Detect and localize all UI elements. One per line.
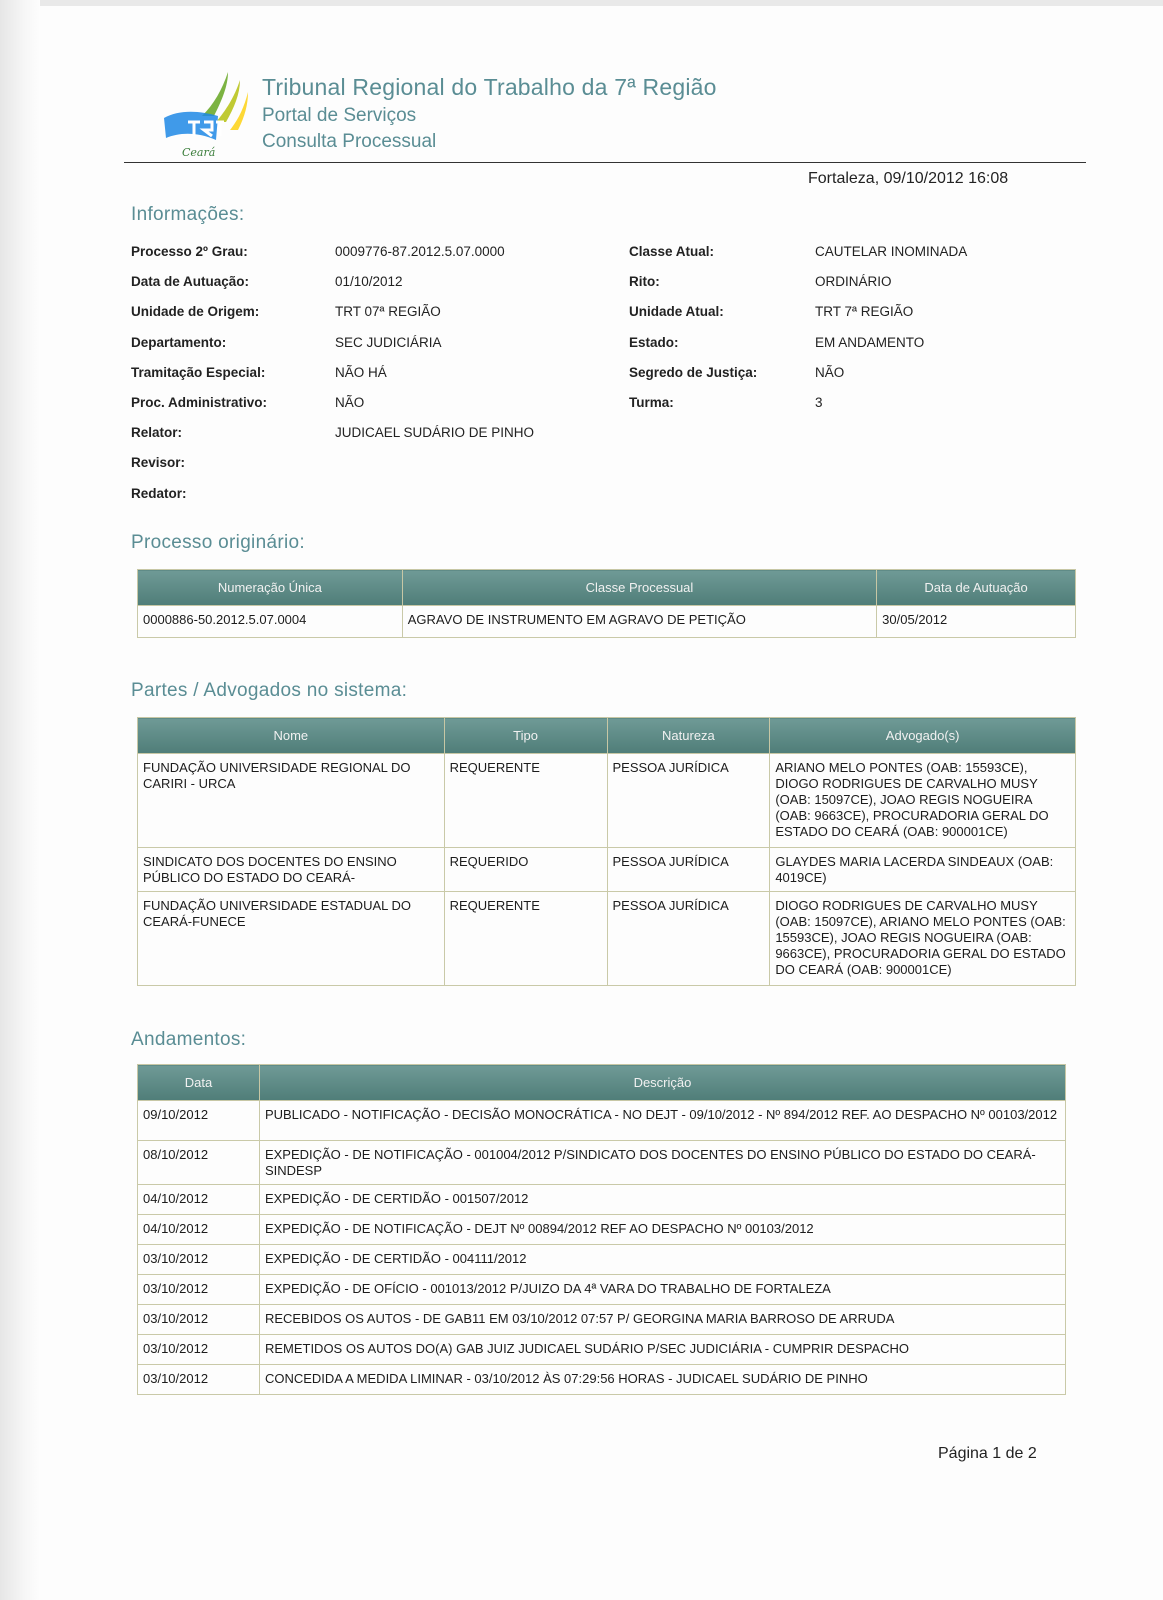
info-value: 01/10/2012	[335, 274, 403, 290]
info-label: Estado:	[629, 334, 679, 350]
table-row	[138, 1101, 1066, 1141]
table-cell: EXPEDIÇÃO - DE OFÍCIO - 001013/2012 P/JUIZO DA 4ª VARA DO TRABALHO DE FORTALEZA	[259, 1275, 1065, 1305]
table-cell: PUBLICADO - NOTIFICAÇÃO - DECISÃO MONOCRÁTICA - NO DEJT - 09/10/2012 - Nº 894/2012 REF. AO DESPACHO Nº 00103/2012	[259, 1101, 1065, 1141]
column-header: Data de Autuação	[877, 570, 1076, 606]
table-cell: PESSOA JURÍDICA	[607, 754, 770, 848]
info-value: 3	[815, 394, 823, 410]
table-cell: EXPEDIÇÃO - DE NOTIFICAÇÃO - 001004/2012 P/SINDICATO DOS DOCENTES DO ENSINO PÚBLICO DO ESTADO DO CEARÁ-SINDESP	[259, 1141, 1065, 1185]
table-cell: 08/10/2012	[138, 1141, 260, 1185]
print-datetime: Fortaleza, 09/10/2012 16:08	[808, 170, 1009, 187]
info-row	[131, 453, 1031, 483]
info-label: Departamento:	[131, 334, 227, 350]
originario-table	[137, 569, 1076, 638]
table-cell: AGRAVO DE INSTRUMENTO EM AGRAVO DE PETIÇÃO	[402, 606, 876, 638]
table-cell: DIOGO RODRIGUES DE CARVALHO MUSY (OAB: 15097CE), ARIANO MELO PONTES (OAB: 15593CE), JOAO REGIS NOGUEIRA (OAB: 9663CE), PROCURADORIA GERAL DO ESTADO DO CEARÁ (OAB: 900001CE)	[770, 892, 1076, 986]
table-row	[138, 1141, 1066, 1185]
scan-edge-left	[0, 0, 40, 1600]
page-header	[124, 66, 1086, 166]
table-row	[138, 606, 1076, 638]
info-value: TRT 07ª REGIÃO	[335, 304, 441, 320]
info-row	[131, 242, 1031, 272]
table-cell: RECEBIDOS OS AUTOS - DE GAB11 EM 03/10/2012 07:57 P/ GEORGINA MARIA BARROSO DE ARRUDA	[259, 1305, 1065, 1335]
table-row	[138, 1305, 1066, 1335]
column-header: Advogado(s)	[770, 718, 1076, 754]
info-label: Tramitação Especial:	[131, 364, 266, 380]
page-subtitle-portal: Portal de Serviços	[262, 105, 417, 126]
section-title-andamentos: Andamentos:	[131, 1029, 247, 1050]
table-row	[138, 1185, 1066, 1215]
table-cell: PESSOA JURÍDICA	[607, 892, 770, 986]
info-label: Redator:	[131, 485, 187, 501]
info-value: EM ANDAMENTO	[815, 334, 925, 350]
column-header: Classe Processual	[402, 570, 876, 606]
table-cell: EXPEDIÇÃO - DE CERTIDÃO - 001507/2012	[259, 1185, 1065, 1215]
table-cell: CONCEDIDA A MEDIDA LIMINAR - 03/10/2012 ÀS 07:29:56 HORAS - JUDICAEL SUDÁRIO DE PINHO	[259, 1365, 1065, 1395]
table-cell: SINDICATO DOS DOCENTES DO ENSINO PÚBLICO DO ESTADO DO CEARÁ-	[138, 848, 445, 892]
logo-caption: Ceará	[182, 146, 216, 159]
table-row	[138, 1335, 1066, 1365]
table-cell: REQUERIDO	[444, 848, 607, 892]
info-value: TRT 7ª REGIÃO	[815, 304, 914, 320]
table-cell: 30/05/2012	[877, 606, 1076, 638]
table-cell: 03/10/2012	[138, 1305, 260, 1335]
table-row	[138, 754, 1076, 848]
table-row	[138, 1365, 1066, 1395]
info-label: Data de Autuação:	[131, 274, 250, 290]
info-value: CAUTELAR INOMINADA	[815, 244, 968, 259]
table-row	[138, 1215, 1066, 1245]
column-header: Nome	[138, 718, 445, 754]
table-cell: 09/10/2012	[138, 1101, 260, 1141]
info-label: Processo 2º Grau:	[131, 244, 248, 259]
info-value: NÃO	[335, 394, 365, 410]
info-label: Turma:	[629, 394, 674, 410]
page-title: Tribunal Regional do Trabalho da 7ª Região	[262, 74, 717, 100]
info-row	[131, 363, 1031, 393]
column-header: Data	[138, 1065, 260, 1101]
header-titles	[262, 74, 717, 153]
table-row	[138, 848, 1076, 892]
column-header: Descrição	[259, 1065, 1065, 1101]
info-label: Segredo de Justiça:	[629, 364, 758, 380]
table-cell: FUNDAÇÃO UNIVERSIDADE REGIONAL DO CARIRI - URCA	[138, 754, 445, 848]
column-header: Natureza	[607, 718, 770, 754]
info-row	[131, 333, 1031, 363]
info-row	[131, 393, 1031, 423]
table-row	[138, 1245, 1066, 1275]
table-cell: PESSOA JURÍDICA	[607, 848, 770, 892]
column-header: Tipo	[444, 718, 607, 754]
partes-table	[137, 717, 1076, 986]
info-row	[131, 484, 1031, 514]
header-divider	[124, 162, 1086, 163]
info-label: Unidade Atual:	[629, 304, 724, 320]
info-label: Relator:	[131, 425, 183, 441]
table-cell: 03/10/2012	[138, 1335, 260, 1365]
table-cell: EXPEDIÇÃO - DE CERTIDÃO - 004111/2012	[259, 1245, 1065, 1275]
info-row	[131, 423, 1031, 453]
table-cell: REQUERENTE	[444, 892, 607, 986]
info-label: Unidade de Origem:	[131, 304, 260, 320]
info-label: Proc. Administrativo:	[131, 394, 268, 410]
info-grid	[131, 242, 1031, 514]
info-label: Revisor:	[131, 455, 186, 471]
table-cell: ARIANO MELO PONTES (OAB: 15593CE), DIOGO RODRIGUES DE CARVALHO MUSY (OAB: 15097CE), JOAO REGIS NOGUEIRA (OAB: 9663CE), PROCURADORIA GERAL DO ESTADO DO CEARÁ (OAB: 900001CE)	[770, 754, 1076, 848]
table-cell: 04/10/2012	[138, 1185, 260, 1215]
info-value: NÃO	[815, 364, 845, 380]
info-value: ORDINÁRIO	[815, 274, 892, 290]
info-label: Classe Atual:	[629, 244, 715, 259]
table-cell: 03/10/2012	[138, 1245, 260, 1275]
table-cell: REQUERENTE	[444, 754, 607, 848]
info-row	[131, 272, 1031, 302]
page-number: Página 1 de 2	[938, 1445, 1037, 1462]
page-subtitle-consulta: Consulta Processual	[262, 131, 437, 152]
scan-edge-top	[40, 0, 1163, 6]
table-cell: FUNDAÇÃO UNIVERSIDADE ESTADUAL DO CEARÁ-FUNECE	[138, 892, 445, 986]
column-header: Numeração Única	[138, 570, 403, 606]
info-label: Rito:	[629, 274, 660, 290]
section-title-originario: Processo originário:	[131, 532, 305, 553]
table-cell: 03/10/2012	[138, 1365, 260, 1395]
table-cell: EXPEDIÇÃO - DE NOTIFICAÇÃO - DEJT Nº 00894/2012 REF AO DESPACHO Nº 00103/2012	[259, 1215, 1065, 1245]
table-cell: 04/10/2012	[138, 1215, 260, 1245]
table-cell: 03/10/2012	[138, 1275, 260, 1305]
table-row	[138, 1275, 1066, 1305]
table-cell: REMETIDOS OS AUTOS DO(A) GAB JUIZ JUDICAEL SUDÁRIO P/SEC JUDICIÁRIA - CUMPRIR DESPACHO	[259, 1335, 1065, 1365]
table-cell: GLAYDES MARIA LACERDA SINDEAUX (OAB: 4019CE)	[770, 848, 1076, 892]
info-value: NÃO HÁ	[335, 364, 387, 380]
info-row	[131, 302, 1031, 332]
section-title-informacoes: Informações:	[131, 204, 245, 225]
section-title-partes: Partes / Advogados no sistema:	[131, 680, 408, 701]
info-value: SEC JUDICIÁRIA	[335, 334, 442, 350]
table-row	[138, 892, 1076, 986]
info-value: JUDICAEL SUDÁRIO DE PINHO	[335, 425, 535, 441]
andamentos-table	[137, 1064, 1066, 1395]
table-cell: 0000886-50.2012.5.07.0004	[138, 606, 403, 638]
info-value: 0009776-87.2012.5.07.0000	[335, 244, 505, 259]
